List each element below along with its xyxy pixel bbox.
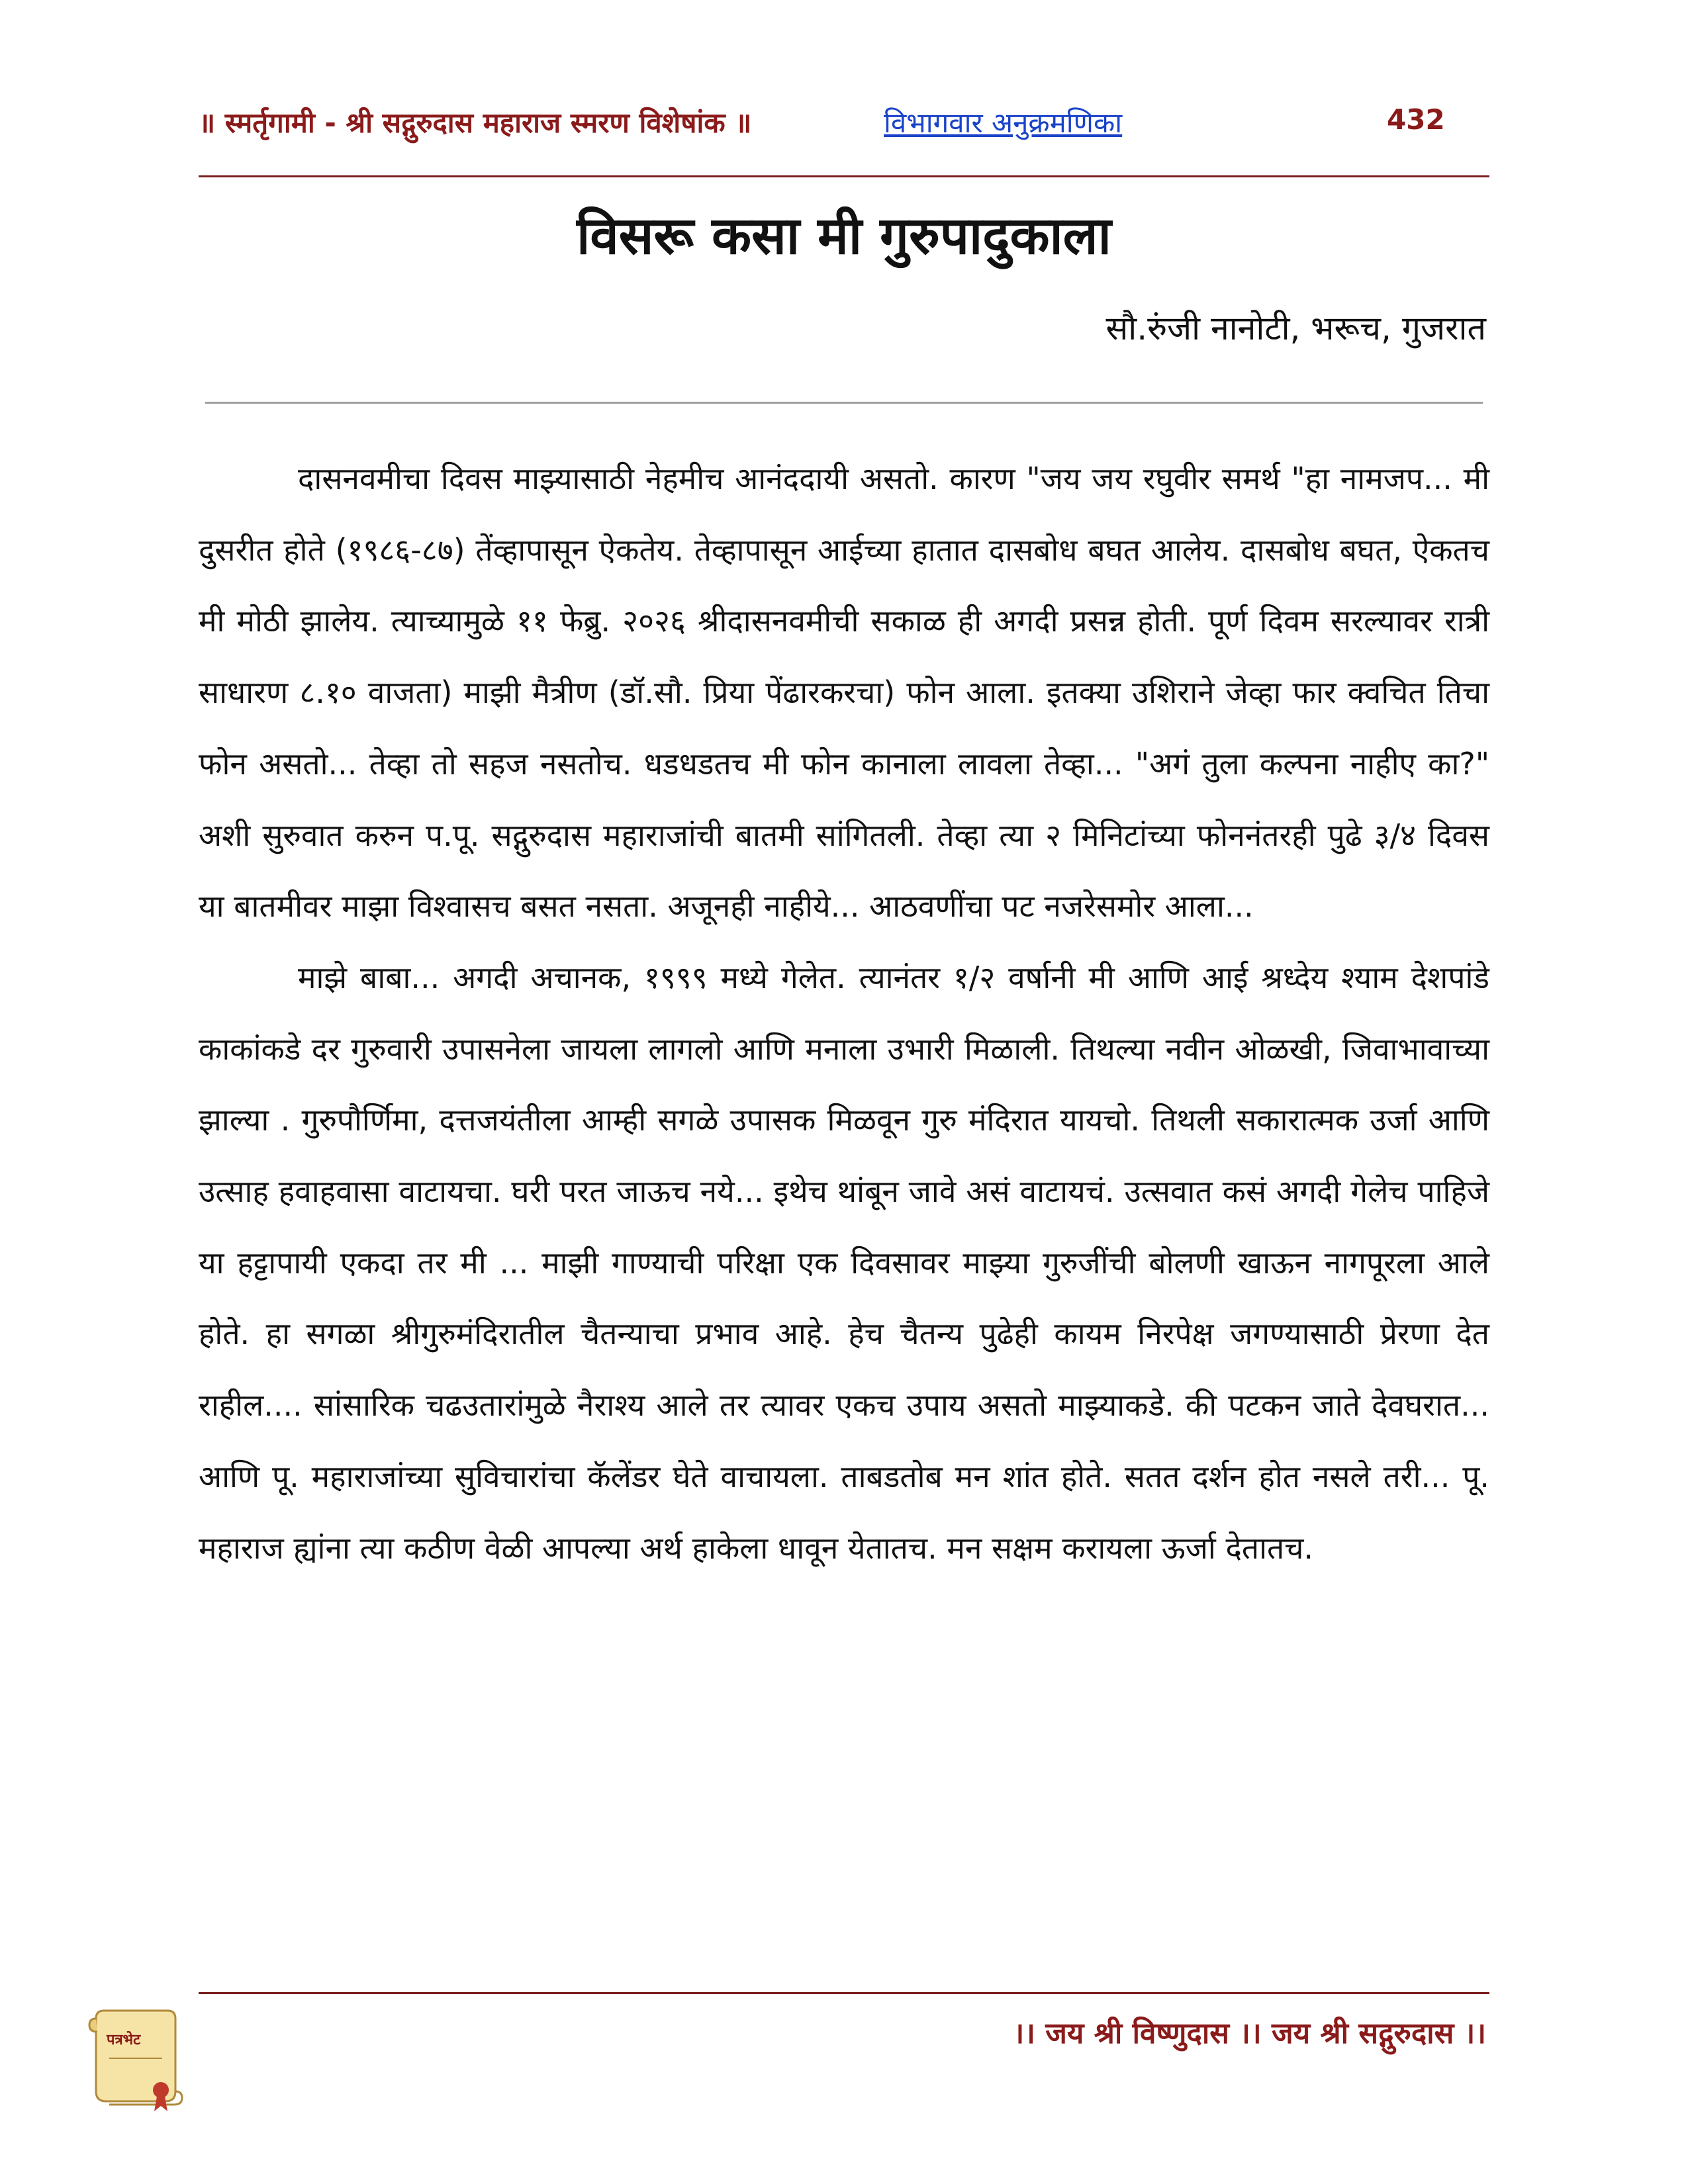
title-divider [205,402,1483,404]
paragraph: दासनवमीचा दिवस माझ्यासाठी नेहमीच आनंददायी असतो. कारण "जय जय रघुवीर समर्थ "हा नामजप... मी दुसरीत होते (१९८६-८७) तेंव्हापासून ऐकतेय. तेव्हापासून आईच्या हातात दासबोध बघत आलेय. दासबोध बघत, ऐकतच मी मोठी झालेय. त्याच्यामुळे ११ फेब्रु. २०२६ श्रीदासनवमीची सकाळ ही अगदी प्रसन्न होती. पूर्ण दिवम सरल्यावर रात्री साधारण ८.१० वाजता) माझी मैत्रीण (डॉ.सौ. प्रिया पेंढारकरचा) फोन आला. इतक्या उशिराने जेव्हा फार क्वचित तिचा फोन असतो... तेव्हा तो सहज नसतोच. धडधडतच मी फोन कानाला लावला तेव्हा... "अगं तुला कल्पना नाहीए का?" अशी सुरुवात करुन प.पू. सद्गुरुदास महाराजांची बातमी सांगितली. तेव्हा त्या २ मिनिटांच्या फोननंतरही पुढे ३/४ दिवस या बातमीवर माझा विश्वासच बसत नसता. अजूनही नाहीये... आठवणींचा पट नजरेसमोर आला... [199,461,1489,925]
article-title: विसरू कसा मी गुरुपादुकाला [577,206,1111,266]
publication-title: ॥ स्मर्तृगामी - श्री सद्गुरुदास महाराज स्मरण विशेषांक ॥ [199,107,752,139]
article-body [199,443,1489,1584]
footer-divider [199,1992,1489,1994]
page-number: 432 [1387,103,1445,136]
section-index-link[interactable]: विभागवार अनुक्रमणिका [884,107,1123,139]
page-header [199,99,1489,152]
header-divider [199,175,1489,177]
paragraph: माझे बाबा... अगदी अचानक, १९९९ मध्ये गेलेत. त्यानंतर १/२ वर्षानी मी आणि आई श्रध्देय श्याम देशपांडे काकांकडे दर गुरुवारी उपासनेला जायला लागलो आणि मनाला उभारी मिळाली. तिथल्या नवीन ओळखी, जिवाभावाच्या झाल्या . गुरुपौर्णिमा, दत्तजयंतीला आम्ही सगळे उपासक मिळवून गुरु मंदिरात यायचो. तिथली सकारात्मक उर्जा आणि उत्साह हवाहवासा वाटायचा. घरी परत जाऊच नये... इथेच थांबून जावे असं वाटायचं. उत्सवात कसं अगदी गेलेच पाहिजे या हट्टापायी एकदा तर मी ... माझी गाण्याची परिक्षा एक दिवसावर माझ्या गुरुजींची बोलणी खाऊन नागपूरला आले होते. हा सगळा श्रीगुरुमंदिरातील चैतन्याचा प्रभाव आहे. हेच चैतन्य पुढेही कायम निरपेक्ष जगण्यासाठी प्रेरणा देत राहील.... सांसारिक चढउतारांमुळे नैराश्य आले तर त्यावर एकच उपाय असतो माझ्याकडे. की पटकन जाते देवघरात... आणि पू. महाराजांच्या सुविचारांचा कॅलेंडर घेते वाचायला. ताबडतोब मन शांत होते. सतत दर्शन होत नसले तरी... पू. महाराज ह्यांना त्या कठीण वेळी आपल्या अर्थ हाकेला धावून येतातच. मन सक्षम करायला ऊर्जा देतातच. [199,959,1489,1566]
logo-label: पत्रभेट [107,2032,141,2048]
article-author: सौ.रुंजी नानोटी, भरूच, गुजरात [1105,309,1486,347]
scroll-icon [83,2005,189,2118]
footer-motto: ।। जय श्री विष्णुदास ।। जय श्री सद्गुरुदास ।। [1013,2017,1486,2050]
